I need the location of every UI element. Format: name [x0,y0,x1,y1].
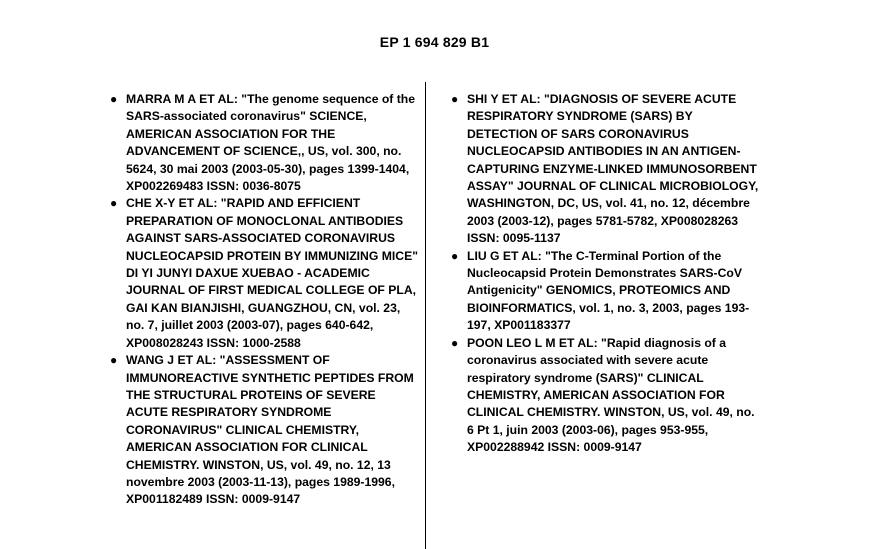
bullet-icon: ● [451,248,459,263]
reference-item [108,195,418,352]
reference-text: CHE X-Y ET AL: "RAPID AND EFFICIENT PREPARATION OF MONOCLONAL ANTIBODIES AGAINST SARS-ASSOCIATED CORONAVIRUS NUCLEOCAPSID PROTEIN BY IMMUNIZING MICE" DI YI JUNYI DAXUE XUEBAO - ACADEMIC JOURNAL OF FIRST MEDICAL COLLEGE OF PLA, GAI KAN BIANJISHI, GUANGZHOU, CN, vol. 23, no. 7, juillet 2003 (2003-07), pages 640-642, XP008028243 ISSN: 1000-2588 [126,196,418,350]
reference-text: POON LEO L M ET AL: "Rapid diagnosis of a coronavirus associated with severe acute respiratory syndrome (SARS)" CLINICAL CHEMISTRY, AMERICAN ASSOCIATION FOR CLINICAL CHEMISTRY. WINSTON, US, vol. 49, no. 6 Pt 1, juin 2003 (2003-06), pages 953-955, XP002288942 ISSN: 0009-9147 [467,335,755,455]
reference-text: SHI Y ET AL: "DIAGNOSIS OF SEVERE ACUTE RESPIRATORY SYNDROME (SARS) BY DETECTION OF SARS CORONAVIRUS NUCLEOCAPSID ANTIBODIES IN AN ANTIGEN-CAPTURING ENZYME-LINKED IMMUNOSORBENT ASSAY" JOURNAL OF CLINICAL MICROBIOLOGY, WASHINGTON, DC, US, vol. 41, no. 12, décembre 2003 (2003-12), pages 5781-5782, XP008028263 ISSN: 0095-1137 [467,92,759,246]
bullet-icon: ● [110,92,118,106]
reference-item [449,335,761,457]
column-divider [425,82,426,549]
reference-item [449,91,761,248]
right-reference-list [449,91,761,457]
bullet-icon: ● [451,335,459,350]
reference-text: WANG J ET AL: "ASSESSMENT OF IMMUNOREACTIVE SYNTHETIC PEPTIDES FROM THE STRUCTURAL PROTEINS OF SEVERE ACUTE RESPIRATORY SYNDROME CORONAVIRUS" CLINICAL CHEMISTRY, AMERICAN ASSOCIATION FOR CLINICAL CHEMISTRY. WINSTON, US, vol. 49, no. 12, 13 novembre 2003 (2003-11-13), pages 1989-1996, XP001182489 ISSN: 0009-9147 [126,353,414,507]
patent-number: EP 1 694 829 B1 [379,34,490,50]
bullet-icon: ● [451,92,459,106]
bullet-icon: ● [110,353,118,368]
left-reference-list [108,91,418,509]
reference-item [108,352,418,509]
reference-item [108,91,418,195]
bullet-icon: ● [110,196,118,211]
reference-item [449,248,761,335]
reference-text: LIU G ET AL: "The C-Terminal Portion of the Nucleocapsid Protein Demonstrates SARS-CoV Antigenicity" GENOMICS, PROTEOMICS AND BIOINFORMATICS, vol. 1, no. 3, 2003, pages 193-197, XP001183377 [467,248,750,333]
reference-text: MARRA M A ET AL: "The genome sequence of the SARS-associated coronavirus" SCIENCE, AMERICAN ASSOCIATION FOR THE ADVANCEMENT OF SCIENCE,, US, vol. 300, no. 5624, 30 mai 2003 (2003-05-30), pages 1399-1404, XP002269483 ISSN: 0036-8075 [126,92,416,194]
